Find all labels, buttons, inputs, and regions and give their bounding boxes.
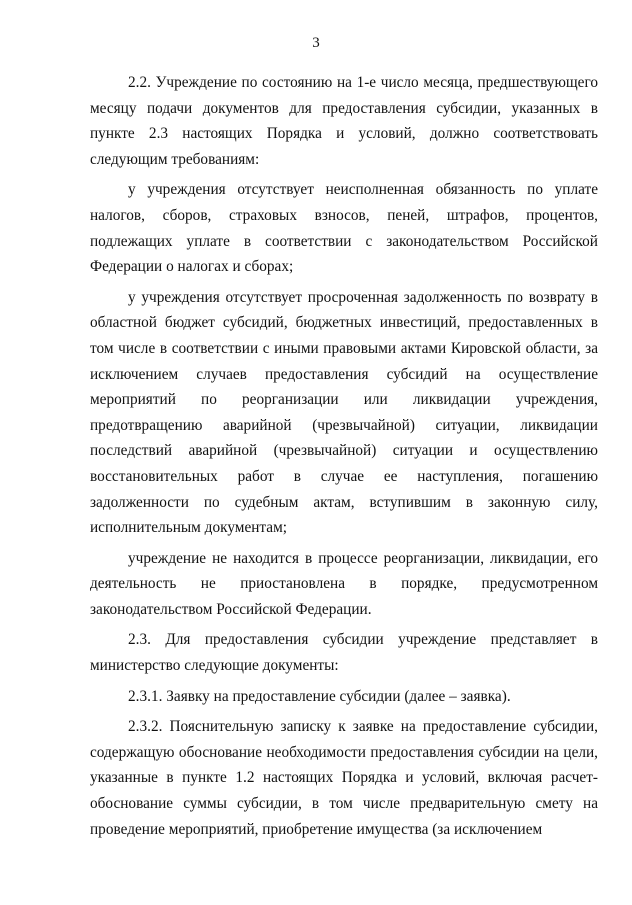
paragraph-2-3-1: 2.3.1. Заявку на предоставление субсидии (далее – заявка). [128,687,511,705]
paragraph-2-2: 2.2. Учреждение по состоянию на 1-е число месяца, предшествующего месяцу подачи документов для предоставления субсидии, указанных в пункте 2.3 настоящих Порядка и условий, должно соответствовать следующим требованиям: [90,74,598,168]
paragraph-2-3: 2.3. Для предоставления субсидии учреждение представляет в министерство следующие документы: [90,631,598,675]
paragraph-requirement-taxes: у учреждения отсутствует неисполненная обязанность по уплате налогов, сборов, страховых взносов, пеней, штрафов, процентов, подлежащих уплате в соответствии с законодательством Российской Федерации о налогах и сборах; [90,181,598,276]
document-body [90,70,598,842]
paragraph-requirement-reorganization: учреждение не находится в процессе реорганизации, ликвидации, его деятельность не приостановлена в порядке, предусмотренном законодательством Российской Федерации. [90,549,598,618]
paragraph-requirement-debt: у учреждения отсутствует просроченная задолженность по возврату в областной бюджет субсидий, бюджетных инвестиций, предоставленных в том числе в соответствии с иными правовыми актами Кировской области, за исключением случаев предоставления субсидий на осуществление мероприятий по реорганизации или ликвидации учреждения, предотвращению аварийной (чрезвычайной) ситуации, ликвидации последствий аварийной (чрезвычайной) ситуации и осуществлению восстановительных работ в случае ее наступления, погашению задолженности по судебным актам, вступившим в законную силу, исполнительным документам; [90,288,598,537]
paragraph-2-3-2: 2.3.2. Пояснительную записку к заявке на предоставление субсидии, содержащую обоснование необходимости предоставления субсидии на цели, указанные в пункте 1.2 настоящих Порядка и условий, включая расчет-обоснование суммы субсидии, в том числе предварительную смету на проведение мероприятий, приобретение имущества (за исключением [90,718,598,838]
page-number: 3 [312,35,320,51]
